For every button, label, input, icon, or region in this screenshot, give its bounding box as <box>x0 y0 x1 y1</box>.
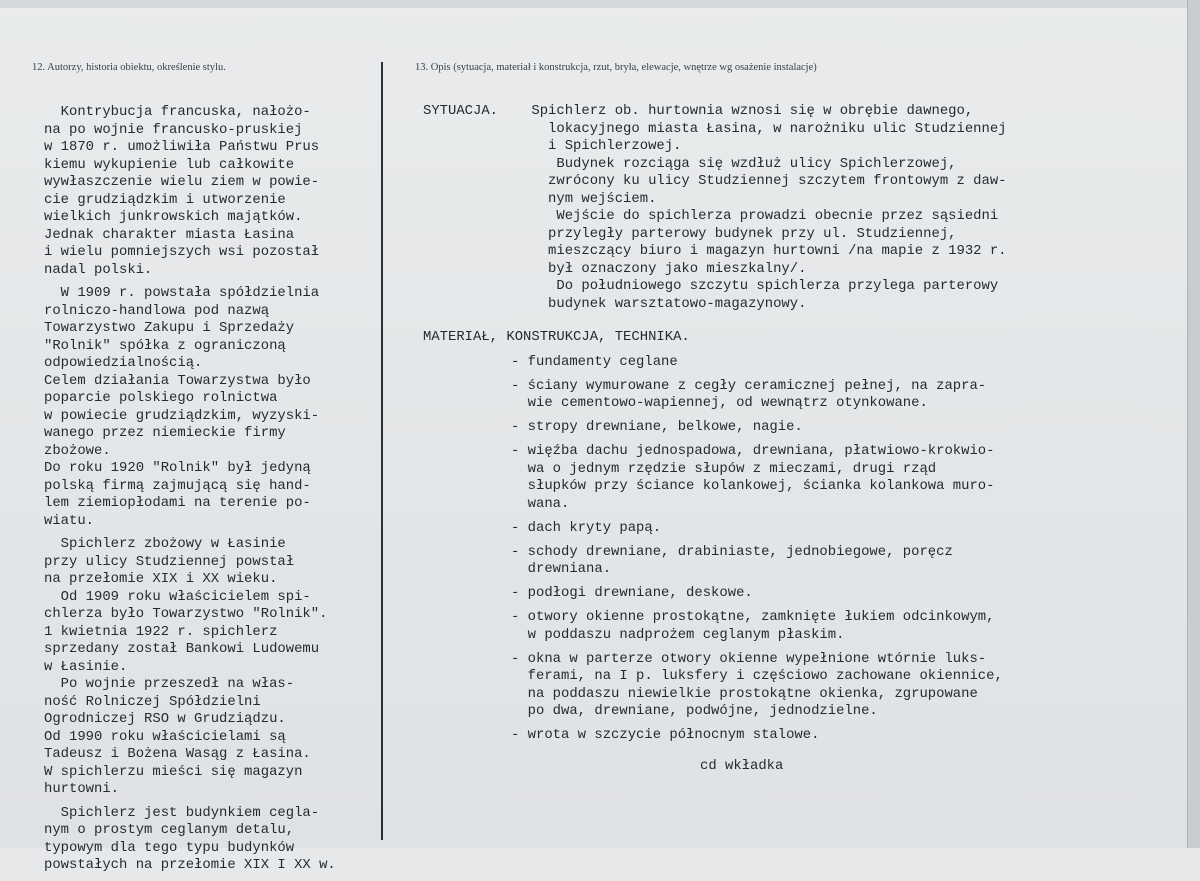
text-line: w powiecie grudziądzkim, wyzyski- <box>44 407 320 424</box>
situation-line: lokacyjnego miasta Łasina, w narożniku ulic Studziennej <box>423 120 1007 137</box>
text-line: W spichlerzu mieści się magazyn <box>44 763 303 780</box>
list-item-line: wa o jednym rzędzie słupów z mieczami, drugi rząd <box>511 460 937 477</box>
text-line: Tadeusz i Bożena Wasąg z Łasina. <box>44 746 311 762</box>
list-item <box>511 520 1143 538</box>
text-line: w 1870 r. umożliwiła Państwu Prus <box>44 139 320 155</box>
text-line: Spichlerz jest budynkiem cegla- <box>44 804 320 821</box>
text-line: polską firmą zajmującą się hand- <box>44 477 311 494</box>
text-line: i wielu pomniejszych wsi pozostał <box>44 244 320 260</box>
text-line: Celem działania Towarzystwa było <box>44 372 311 389</box>
text-line: wielkich junkrowskich majątków. <box>44 209 303 225</box>
situation-line: był oznaczony jako mieszkalny/. <box>423 260 807 277</box>
text-line: wanego przez niemieckie firmy <box>44 425 286 441</box>
history-paragraph <box>44 805 384 875</box>
list-item-line: - wrota w szczycie północnym stalowe. <box>511 727 820 743</box>
text-line: na po wojnie francusko-pruskiej <box>44 121 303 138</box>
situation-line: nym wejściem. <box>423 190 657 207</box>
list-item <box>511 354 1143 372</box>
section-13-heading: 13. Opis (sytuacja, materiał i konstrukcja, rzut, bryła, elewacje, wnętrze wg osażenie instalacje) <box>415 62 817 73</box>
text-line: przy ulicy Studziennej powstał <box>44 553 295 570</box>
history-column <box>44 104 384 881</box>
text-line: Do roku 1920 "Rolnik" był jedyną <box>44 460 311 476</box>
list-item <box>511 651 1143 721</box>
list-item-line: wie cementowo-wapiennej, od wewnątrz otynkowane. <box>511 395 928 411</box>
list-item-line: w poddaszu nadprożem ceglanym płaskim. <box>511 626 845 643</box>
list-item-line: - dach kryty papą. <box>511 519 662 536</box>
list-item-line: - fundamenty ceglane <box>511 353 678 370</box>
text-line: lem ziemiopłodami na terenie po- <box>44 495 311 511</box>
list-item-line: - podłogi drewniane, deskowe. <box>511 585 753 601</box>
material-heading: MATERIAŁ, KONSTRUKCJA, TECHNIKA. <box>423 329 690 345</box>
list-item-line: na poddaszu niewielkie prostokątne okienka, zgrupowane <box>511 685 978 702</box>
list-item-line: po dwa, drewniane, podwójne, jednodzielne. <box>511 703 878 719</box>
list-item-line: ferami, na I p. luksfery i częściowo zachowane okiennice, <box>511 668 1003 684</box>
text-line: hurtowni. <box>44 781 120 797</box>
text-line: Spichlerz zbożowy w Łasinie <box>44 536 286 552</box>
description-column <box>423 103 1143 751</box>
text-line: 1 kwietnia 1922 r. spichlerz <box>44 623 278 640</box>
situation-line: SYTUACJA. Spichlerz ob. hurtownia wznosi się w obrębie dawnego, <box>423 103 974 119</box>
text-line: poparcie polskiego rolnictwa <box>44 390 278 406</box>
text-line: na przełomie XIX i XX wieku. <box>44 571 278 587</box>
text-line: nym o prostym ceglanym detalu, <box>44 822 295 838</box>
list-item <box>511 419 1143 437</box>
text-line: Ogrodniczej RSO w Grudziądzu. <box>44 711 286 727</box>
history-paragraph <box>44 536 384 799</box>
list-item <box>511 544 1143 579</box>
situation-block <box>423 103 1143 313</box>
text-line: powstałych na przełomie XIX I XX w. <box>44 857 336 873</box>
situation-line: Do południowego szczytu spichlerza przylega parterowy <box>423 278 999 294</box>
list-item-line: - otwory okienne prostokątne, zamknięte łukiem odcinkowym, <box>511 609 995 625</box>
text-line: Od 1990 roku właścicielami są <box>44 728 286 745</box>
text-line: odpowiedzialnością. <box>44 355 203 371</box>
text-line: kiemu wykupienie lub całkowite <box>44 156 295 173</box>
list-item <box>511 378 1143 413</box>
text-line: sprzedany został Bankowi Ludowemu <box>44 641 320 657</box>
text-line: Po wojnie przeszedł na włas- <box>44 676 295 692</box>
situation-line: zwrócony ku ulicy Studziennej szczytem frontowym z daw- <box>423 173 1007 189</box>
text-line: Towarzystwo Zakupu i Sprzedaży <box>44 320 295 336</box>
section-12-heading: 12. Autorzy, historia obiektu, określenie stylu. <box>32 62 226 73</box>
text-line: Od 1909 roku właścicielem spi- <box>44 588 311 605</box>
situation-line: i Spichlerzowej. <box>423 138 682 154</box>
text-line: wiatu. <box>44 512 95 529</box>
list-item <box>511 727 1143 745</box>
history-paragraph <box>44 285 384 530</box>
text-line: rolniczo-handlowa pod nazwą <box>44 302 270 319</box>
material-list <box>511 354 1143 745</box>
text-line: w Łasinie. <box>44 658 128 675</box>
situation-line: budynek warsztatowo-magazynowy. <box>423 295 807 312</box>
text-line: typowym dla tego typu budynków <box>44 839 295 856</box>
situation-line: Wejście do spichlerza prowadzi obecnie przez sąsiedni <box>423 208 999 224</box>
text-line: cie grudziądzkim i utworzenie <box>44 191 286 208</box>
list-item <box>511 585 1143 603</box>
continued-note: cd wkładka <box>700 758 784 774</box>
situation-line: Budynek rozciąga się wzdłuż ulicy Spichlerzowej, <box>423 155 957 172</box>
list-item-line: - stropy drewniane, belkowe, nagie. <box>511 419 803 435</box>
list-item <box>511 609 1143 644</box>
situation-line: przyległy parterowy budynek przy ul. Studziennej, <box>423 225 957 242</box>
text-line: nadal polski. <box>44 261 153 278</box>
text-line: Kontrybucja francuska, nałożo- <box>44 104 311 120</box>
page-top-edge <box>0 0 1200 8</box>
text-line: zbożowe. <box>44 442 111 459</box>
list-item-line: - ściany wymurowane z cegły ceramicznej pełnej, na zapra- <box>511 377 987 394</box>
list-item-line: wana. <box>511 495 570 512</box>
list-item <box>511 443 1143 513</box>
list-item-line: słupków przy ściance kolankowej, ścianka kolankowa muro- <box>511 478 995 494</box>
text-line: W 1909 r. powstała spółdzielnia <box>44 285 320 301</box>
text-line: Jednak charakter miasta Łasina <box>44 226 295 243</box>
list-item-line: drewniana. <box>511 561 612 577</box>
situation-line: mieszczący biuro i magazyn hurtowni /na mapie z 1932 r. <box>423 243 1007 259</box>
text-line: ność Rolniczej Spółdzielni <box>44 693 261 710</box>
list-item-line: - okna w parterze otwory okienne wypełnione wtórnie luks- <box>511 650 987 667</box>
list-item-line: - więźba dachu jednospadowa, drewniana, płatwiowo-krokwio- <box>511 443 995 459</box>
history-paragraph <box>44 104 384 279</box>
text-line: wywłaszczenie wielu ziem w powie- <box>44 174 320 190</box>
page-right-edge <box>1187 0 1200 848</box>
text-line: chlerza było Towarzystwo "Rolnik". <box>44 606 328 622</box>
text-line: "Rolnik" spółka z ograniczoną <box>44 337 286 354</box>
list-item-line: - schody drewniane, drabiniaste, jednobiegowe, poręcz <box>511 543 953 560</box>
